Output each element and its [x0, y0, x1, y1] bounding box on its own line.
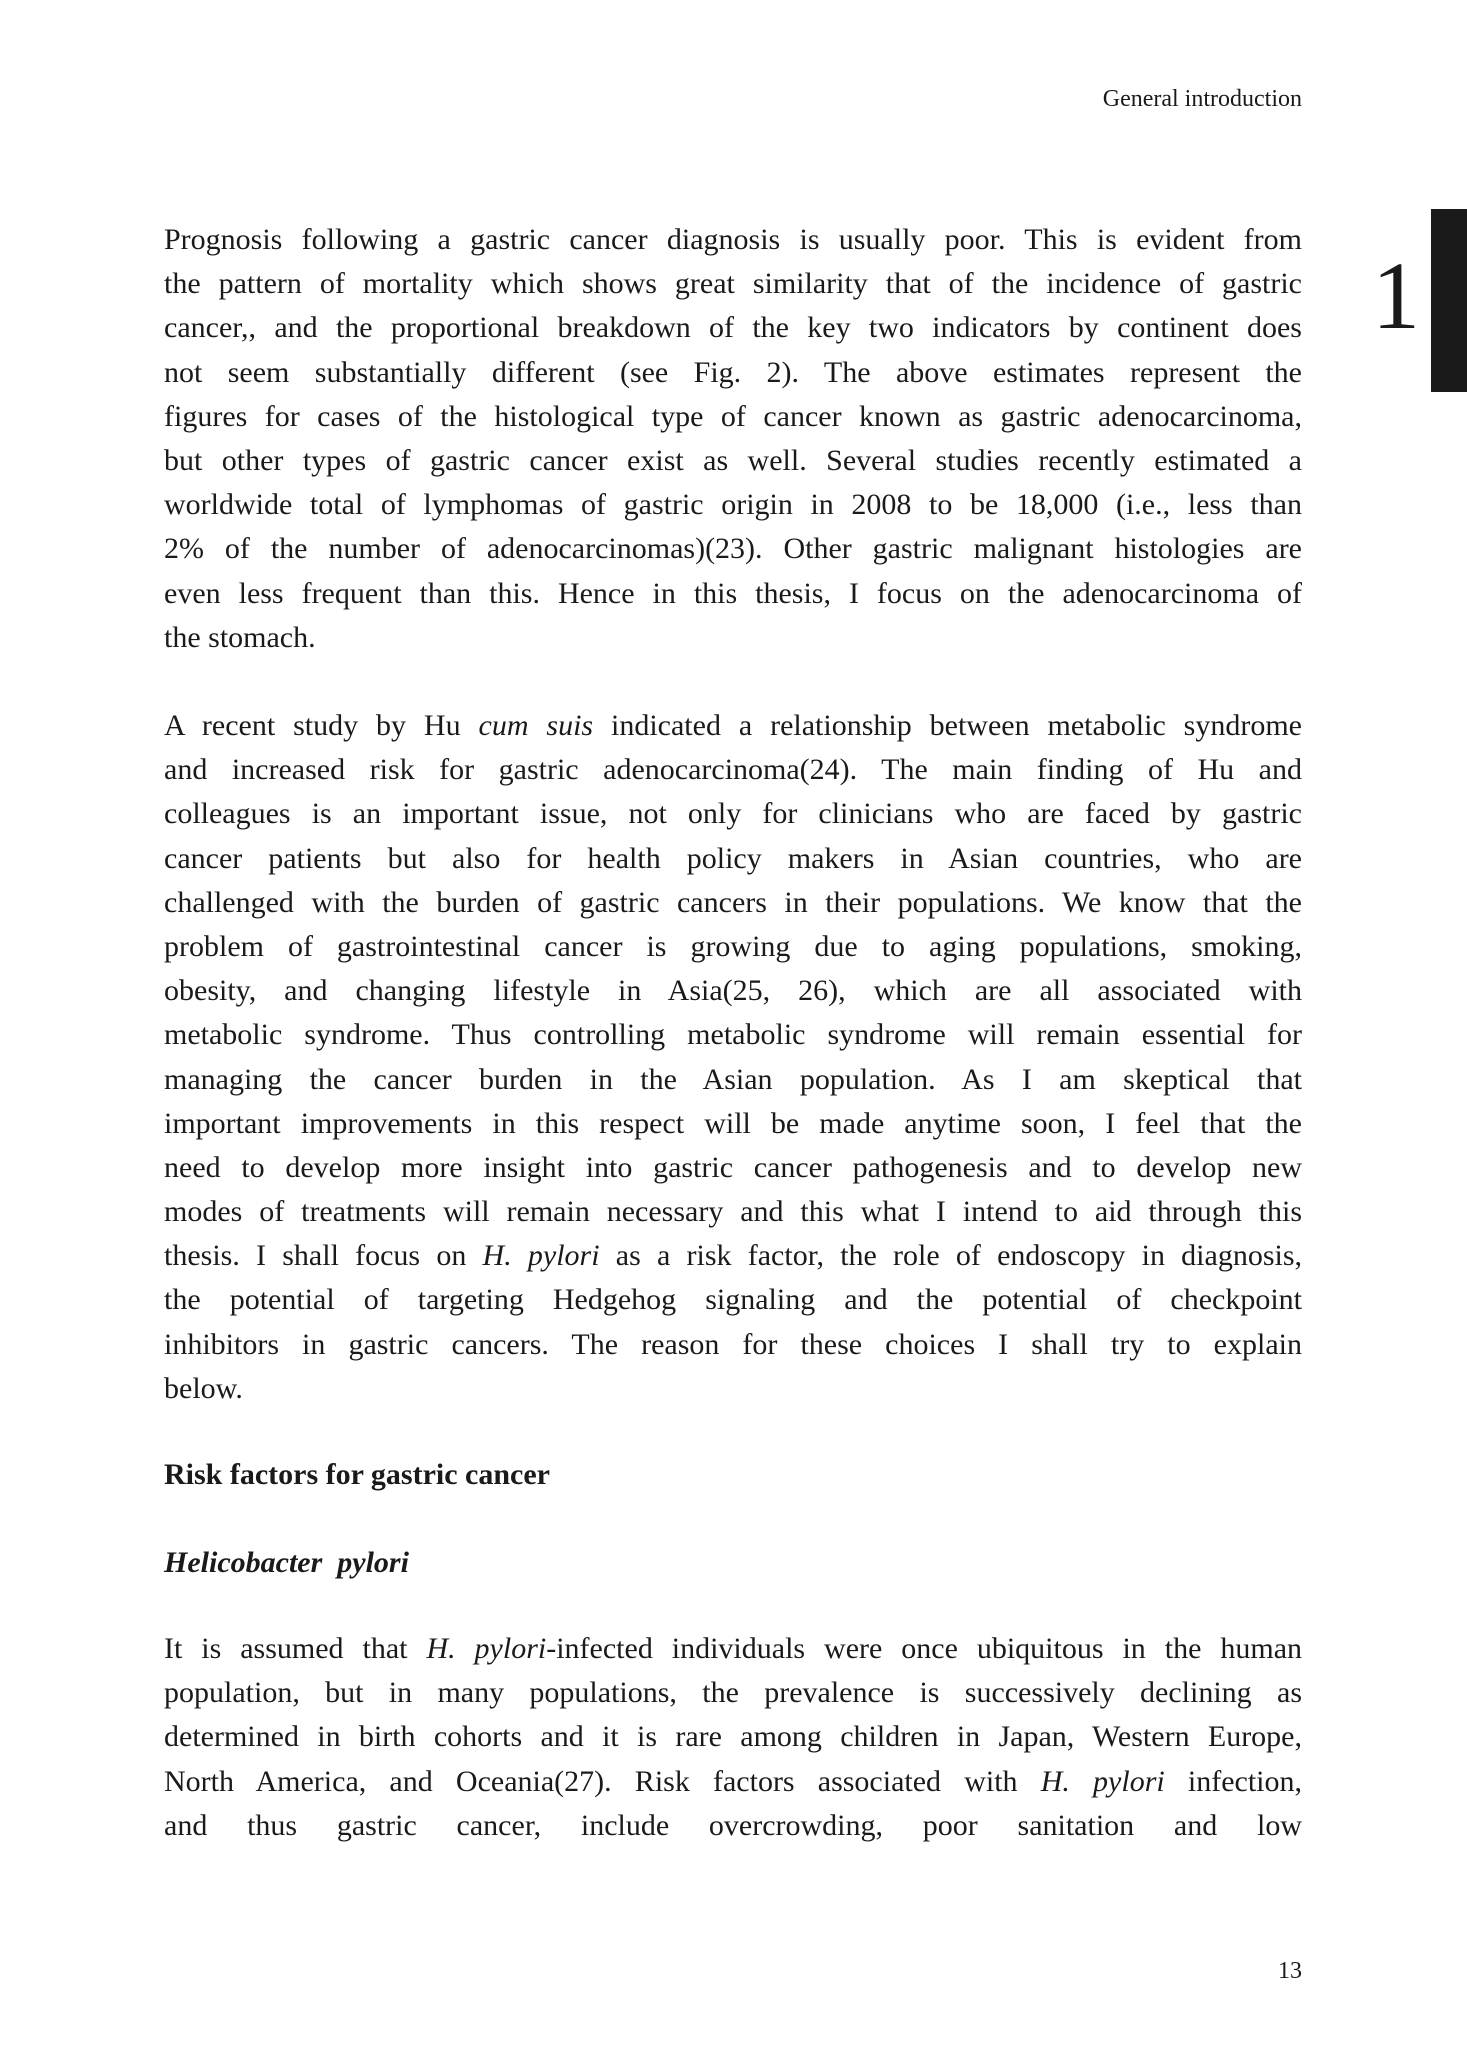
text-line [164, 616, 1302, 660]
text-segment: important improvements in this respect will be made anytime soon, I feel that the [164, 1106, 1302, 1140]
text-segment: 2% of the number of adenocarcinomas)(23). Other gastric malignant histologies are [164, 532, 1302, 566]
text-line [164, 1715, 1302, 1759]
text-segment: worldwide total of lymphomas of gastric origin in 2008 to be 18,000 (i.e., less than [164, 488, 1302, 522]
text-line [164, 1323, 1302, 1367]
text-segment: need to develop more insight into gastric cancer pathogenesis and to develop new [164, 1150, 1302, 1184]
text-segment: the potential of targeting Hedgehog signaling and the potential of checkpoint [164, 1283, 1302, 1317]
text-segment: It is assumed that [164, 1632, 427, 1665]
text-segment: A recent study by Hu [164, 709, 479, 742]
text-segment: indicated a relationship between metabolic syndrome [593, 709, 1302, 742]
paragraph-2 [164, 704, 1302, 1411]
italic-text: H. pylori [1040, 1764, 1165, 1798]
text-line [164, 527, 1302, 571]
text-segment: the pattern of mortality which shows great similarity that of the incidence of gastric [164, 267, 1302, 301]
text-segment: even less frequent than this. Hence in this thesis, I focus on the adenocarcinoma of [164, 576, 1302, 610]
text-segment: figures for cases of the histological type of cancer known as gastric adenocarcinoma, [164, 399, 1302, 433]
text-segment: below. [164, 1371, 243, 1405]
text-segment: the stomach. [164, 620, 316, 654]
text-segment: obesity, and changing lifestyle in Asia(25, 26), which are all associated with [164, 974, 1302, 1008]
italic-text: H. pylori [426, 1632, 547, 1665]
text-line [164, 306, 1302, 350]
text-line [164, 1760, 1302, 1804]
text-segment: challenged with the burden of gastric cancers in their populations. We know that the [164, 885, 1302, 919]
text-line [164, 1234, 1302, 1278]
text-segment: but other types of gastric cancer exist as well. Several studies recently estimated a [164, 443, 1302, 477]
text-line [164, 1278, 1302, 1322]
italic-text: H. pylori [482, 1239, 600, 1273]
chapter-tab-marker [1431, 209, 1467, 392]
text-segment: inhibitors in gastric cancers. The reason for these choices I shall try to explain [164, 1327, 1302, 1361]
italic-text: cum suis [478, 709, 594, 742]
text-segment: Prognosis following a gastric cancer diagnosis is usually poor. This is evident from [164, 223, 1302, 256]
text-line [164, 395, 1302, 439]
text-line [164, 1627, 1302, 1671]
text-line [164, 483, 1302, 527]
text-segment: colleagues is an important issue, not only for clinicians who are faced by gastric [164, 797, 1302, 831]
text-segment: cancer,, and the proportional breakdown of the key two indicators by continent does [164, 311, 1302, 345]
text-line [164, 572, 1302, 616]
text-segment: managing the cancer burden in the Asian population. As I am skeptical that [164, 1062, 1302, 1096]
text-segment: -infected individuals were once ubiquitous in the human [546, 1632, 1303, 1665]
text-line [164, 1453, 1302, 1497]
text-line [164, 1102, 1302, 1146]
text-line [164, 1367, 1302, 1411]
paragraph-3 [164, 1627, 1302, 1848]
text-line [164, 262, 1302, 306]
text-segment: cancer patients but also for health policy makers in Asian countries, who are [164, 841, 1302, 875]
text-line [164, 881, 1302, 925]
page-number: 13 [1278, 1958, 1302, 1984]
paragraph-1 [164, 218, 1302, 660]
text-line [164, 704, 1302, 748]
text-segment: population, but in many populations, the prevalence is successively declining as [164, 1676, 1302, 1710]
text-line [164, 1058, 1302, 1102]
text-line [164, 1804, 1302, 1848]
text-line [164, 1541, 1302, 1585]
text-segment: modes of treatments will remain necessary and this what I intend to aid through this [164, 1195, 1302, 1229]
text-segment: Risk factors for gastric cancer [164, 1458, 550, 1491]
text-segment: infection, [1164, 1764, 1303, 1798]
text-line [164, 1013, 1302, 1057]
text-line [164, 351, 1302, 395]
text-line [164, 439, 1302, 483]
text-segment: determined in birth cohorts and it is rare among children in Japan, Western Europe, [164, 1720, 1302, 1754]
text-line [164, 925, 1302, 969]
subsection-heading [164, 1541, 1302, 1585]
italic-text: Helicobacter pylori [164, 1546, 409, 1579]
text-segment: problem of gastrointestinal cancer is growing due to aging populations, smoking, [164, 929, 1302, 963]
text-line [164, 837, 1302, 881]
text-segment: North America, and Oceania(27). Risk factors associated with [164, 1764, 1041, 1798]
text-line [164, 1146, 1302, 1190]
text-line [164, 969, 1302, 1013]
text-line [164, 1190, 1302, 1234]
chapter-number: 1 [1372, 242, 1420, 349]
text-segment: thesis. I shall focus on [164, 1239, 483, 1273]
text-line [164, 1671, 1302, 1715]
text-line [164, 218, 1302, 262]
text-segment: and thus gastric cancer, include overcrowding, poor sanitation and low [164, 1808, 1302, 1842]
text-segment: as a risk factor, the role of endoscopy in diagnosis, [599, 1239, 1303, 1273]
text-segment: metabolic syndrome. Thus controlling metabolic syndrome will remain essential for [164, 1018, 1302, 1052]
section-heading [164, 1453, 1302, 1497]
text-line [164, 748, 1302, 792]
text-segment: and increased risk for gastric adenocarcinoma(24). The main finding of Hu and [164, 753, 1302, 787]
running-header: General introduction [1102, 86, 1302, 112]
text-segment: not seem substantially different (see Fig. 2). The above estimates represent the [164, 355, 1302, 389]
text-line [164, 792, 1302, 836]
